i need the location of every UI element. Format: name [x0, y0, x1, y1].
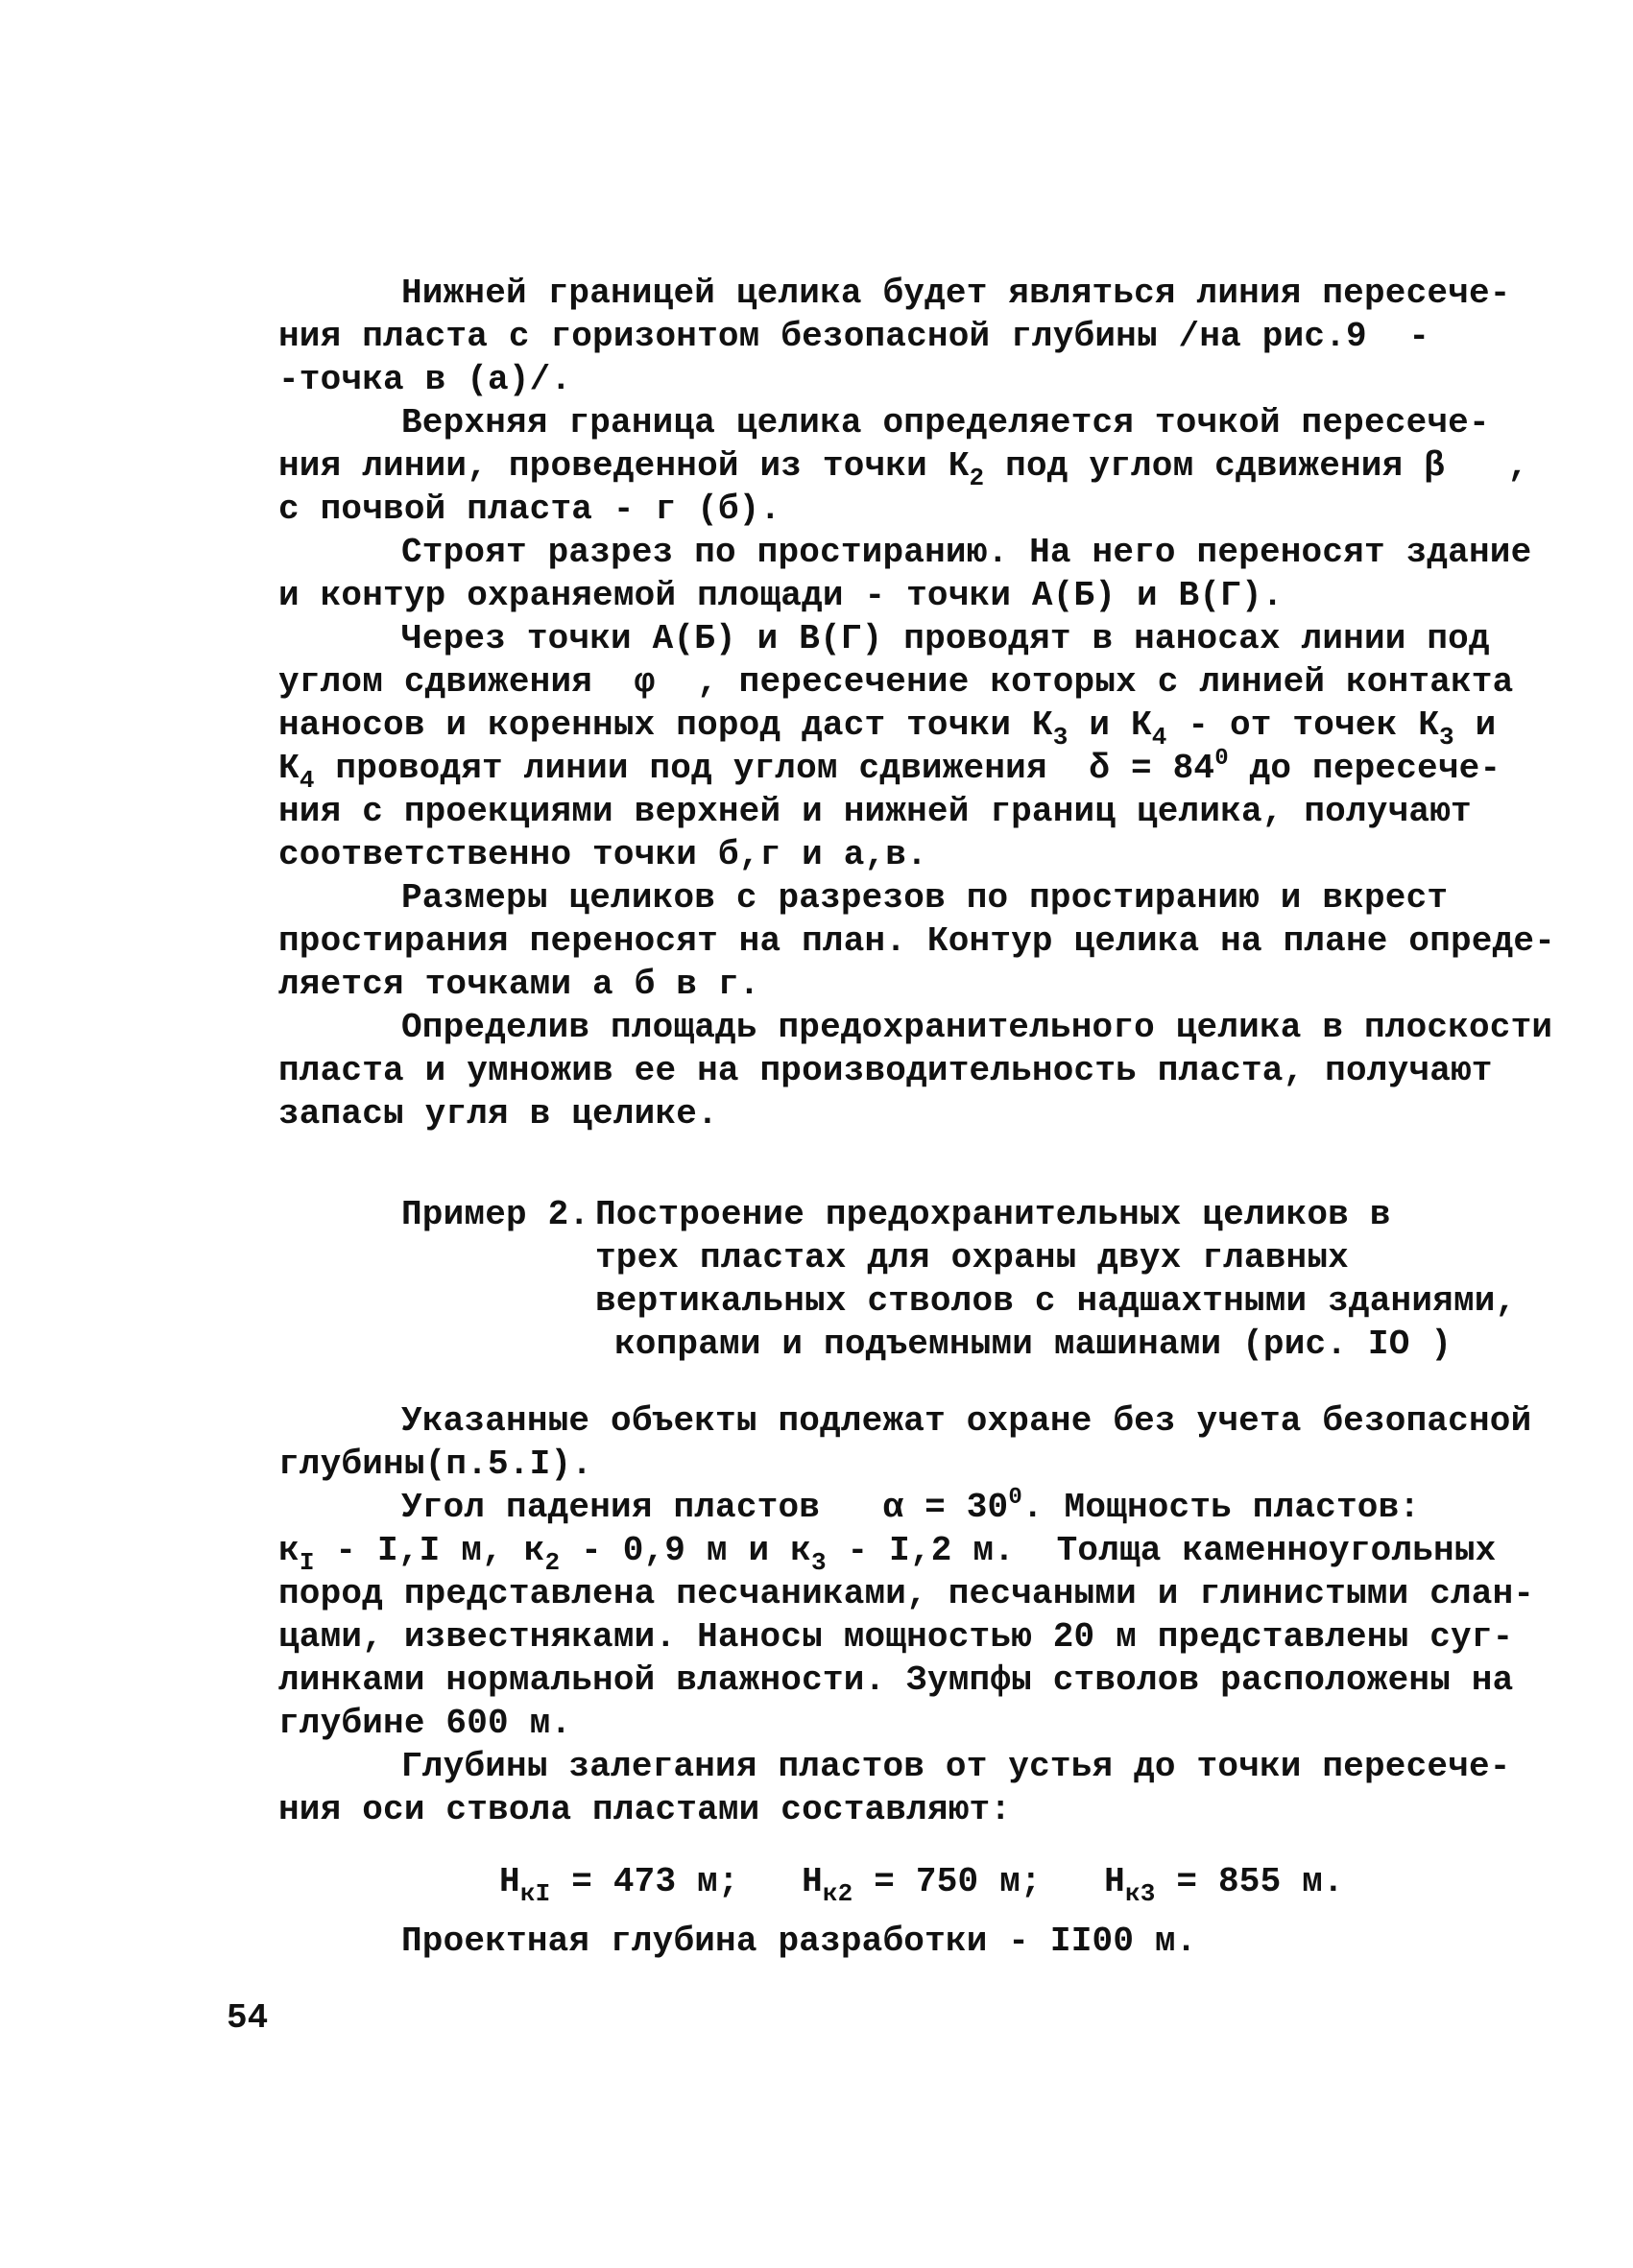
formula-h1-subscript: кI	[519, 1879, 551, 1908]
p2-line-2	[278, 446, 1529, 492]
formula-h3-subscript: к3	[1124, 1879, 1156, 1908]
p4-line-6: соответственно точки б,г и а,в.	[278, 835, 927, 874]
p9-line-2: ния оси ствола пластами составляют:	[278, 1790, 1012, 1829]
p6-line-1: Определив площадь предохранительного целика в плоскости	[401, 1008, 1553, 1047]
p4-line-3	[278, 705, 1497, 752]
formula-h1: Н	[499, 1862, 520, 1901]
page-number: 54	[227, 1998, 269, 2038]
p8-line-4: цами, известняками. Наносы мощностью 20 м представлены суг-	[278, 1617, 1514, 1657]
p8-line-2-text-d: - I,2 м. Толща каменноугольных	[826, 1531, 1497, 1570]
example-line-2: трех пластах для охраны двух главных	[595, 1238, 1349, 1277]
p1-line-2: ния пласта с горизонтом безопасной глубины /на рис.9 -	[278, 317, 1430, 356]
p10-line-1: Проектная глубина разработки - II00 м.	[401, 1922, 1197, 1961]
p8-line-5: линками нормальной влажности. Зумпфы стволов расположены на	[278, 1660, 1514, 1700]
p8-line-1-text-b: . Мощность пластов:	[1021, 1488, 1421, 1527]
p6-line-3: запасы угля в целике.	[278, 1094, 718, 1134]
p4-line-4-text-c: до пересече-	[1228, 749, 1501, 788]
p4-line-3-text-d: и	[1453, 705, 1497, 745]
p7-line-2: глубины(п.5.I).	[278, 1444, 593, 1484]
p5-line-2: простирания переносят на план. Контур целика на плане опреде-	[278, 921, 1556, 961]
p8-line-2-text-c: - 0,9 м и к	[560, 1531, 811, 1570]
p8-subscript-1: I	[299, 1548, 315, 1577]
example-label: Пример 2.	[401, 1195, 590, 1234]
p8-superscript: 0	[1008, 1485, 1022, 1511]
p4-subscript-2: 4	[1151, 723, 1167, 752]
p4-subscript-1: 3	[1052, 723, 1069, 752]
p7-line-1: Указанные объекты подлежат охране без учета безопасной	[401, 1401, 1532, 1441]
p8-subscript-2: 2	[544, 1548, 561, 1577]
formula-h1-value: = 473 м; Н	[550, 1862, 823, 1901]
example-line-1: Построение предохранительных целиков в	[595, 1195, 1391, 1234]
p1-line-3: -точка в (а)/.	[278, 360, 572, 399]
depth-formula	[499, 1862, 1344, 1908]
p4-line-5: ния с проекциями верхней и нижней границ целика, получают	[278, 792, 1472, 831]
p8-line-1	[401, 1485, 1421, 1531]
example-line-3: вертикальных стволов с надшахтными зданиями,	[595, 1281, 1517, 1321]
p4-superscript: 0	[1214, 746, 1229, 772]
p4-line-3-text-b: и К	[1068, 705, 1152, 745]
formula-h2-value: = 750 м; Н	[853, 1862, 1125, 1901]
p4-line-2: углом сдвижения φ , пересечение которых с линией контакта	[278, 662, 1514, 702]
p8-line-2-text-a: к	[278, 1531, 300, 1570]
p8-subscript-3: 3	[810, 1548, 827, 1577]
p8-line-1-text-a: Угол падения пластов α = 30	[401, 1488, 1009, 1527]
p8-line-2-text-b: - I,I м, к	[314, 1531, 545, 1570]
p2-line-2-text-b: под углом сдвижения β ,	[984, 446, 1529, 486]
p3-line-1: Строят разрез по простиранию. На него переносят здание	[401, 533, 1532, 572]
p2-line-3: с почвой пласта - г (б).	[278, 489, 781, 529]
p4-line-4-text-a: К	[278, 749, 300, 788]
p4-line-1: Через точки А(Б) и В(Г) проводят в наносах линии под	[401, 619, 1490, 658]
example-line-4: копрами и подъемными машинами (рис. IO )	[614, 1325, 1453, 1364]
p5-line-3: ляется точками а б в г.	[278, 965, 760, 1004]
p8-line-3: пород представлена песчаниками, песчаными и глинистыми слан-	[278, 1574, 1535, 1613]
formula-h2-subscript: к2	[822, 1879, 853, 1908]
p4-line-3-text-a: наносов и коренных пород даст точки К	[278, 705, 1053, 745]
p4-line-3-text-c: - от точек К	[1166, 705, 1440, 745]
p4-subscript-4: 4	[299, 766, 315, 795]
p5-line-1: Размеры целиков с разрезов по простиранию и вкрест	[401, 878, 1449, 918]
p8-line-2	[278, 1531, 1497, 1577]
p2-line-2-text-a: ния линии, проведенной из точки К	[278, 446, 970, 486]
p1-line-1: Нижней границей целика будет являться линия пересече-	[401, 274, 1511, 313]
p6-line-2: пласта и умножив ее на производительность пласта, получают	[278, 1051, 1493, 1090]
formula-h3-value: = 855 м.	[1155, 1862, 1344, 1901]
p2-line-1: Верхняя граница целика определяется точкой пересече-	[401, 403, 1490, 442]
p2-subscript: 2	[969, 464, 985, 492]
p9-line-1: Глубины залегания пластов от устья до точки пересече-	[401, 1747, 1511, 1786]
p4-line-4-text-b: проводят линии под углом сдвижения δ = 84	[314, 749, 1215, 788]
p8-line-6: глубине 600 м.	[278, 1704, 572, 1743]
p4-subscript-3: 3	[1439, 723, 1454, 752]
p4-line-4	[278, 746, 1501, 795]
p3-line-2: и контур охраняемой площади - точки А(Б) и В(Г).	[278, 576, 1284, 615]
